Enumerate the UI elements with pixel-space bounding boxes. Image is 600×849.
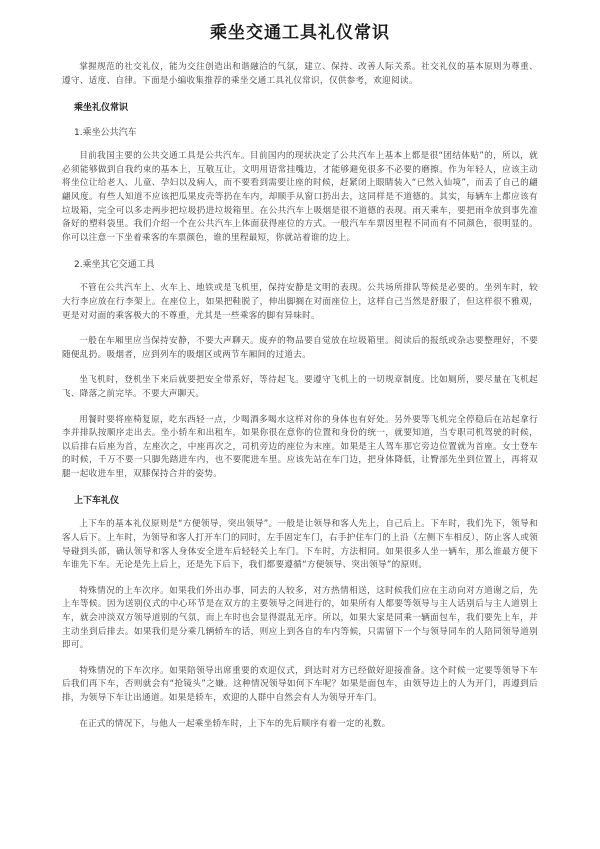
- paragraph-carriage: 一般在车厢里应当保持安静，不要大声聊天。废弃的物品要自觉放在垃圾箱里。阅读后的报纸或杂志要整理好，不要随便乱扔。吸烟者，应到列车的吸烟区或两节车厢间的过道去。: [62, 336, 538, 360]
- paragraph-formal-occasion: 在正式的情况下，与他人一起乘坐轿车时，上下车的先后顺序有着一定的礼数。: [79, 718, 391, 729]
- paragraph-boarding-order: 特殊情况的上车次序。如果我们外出办事，同去的人较多，对方热情相送，这时候我们应在主动向对方道谢之后，先上车等候。因为送别仪式的中心环节是在双方的主要领导之间进行的，如果所有人都要等领导与主人话别后与主人道别上车，就会冲淡双方领导道别的气氛，而上车时也会显得混乱无序。所以，如果大家是同乘一辆面包车，我们要先上车，并主动坐到后排去。如果我们是分乘几辆轿车的话，则应上到各自的车内等候，只需留下一个与领导同车的人陪同领导道别即可。: [62, 585, 538, 651]
- paragraph-dining-taxi: 用餐时要将座椅复原，吃东西轻一点，少喝酒多喝水这样对你的身体也有好处。另外要等飞机完全停稳后在站起拿行李并排队按顺序走出去。坐小轿车和出租车，如果你很在意你的位置和身份的统一，就要知道，当专职司机驾驶的时候，以后排右后座为首，左座次之，中座再次之，司机旁边的座位为末座。如果是主人驾车那它旁边位置就为首座。女士登车的时候，千万不要一只脚先踏进车内，也不要爬进车里。应该先站在车门边，把身体降低，让臀部先坐到位置上，再将双腿一起收进车里，双膝保持合并的姿势。: [62, 414, 538, 479]
- paragraph-airplane: 坐飞机时，登机坐下来后就要把安全带系好，等待起飞。要遵守飞机上的一切规章制度。比如厕所，要尽量在飞机起飞、降落之前完毕。不要大声聊天。: [62, 375, 538, 399]
- paragraph-bus: 目前我国主要的公共交通工具是公共汽车。目前国内的现状决定了公共汽车上基本上都是很“团结体贴”的，所以，就必须能够做到自我约束的基本上，互敬互让，文明用语常挂嘴边，才能够避免很多不必要的磨擦。作为年轻人，应该主动将坐位让给老人、儿童、孕妇以及病人，而不要看到需要让座的时候，赶紧闭上眼睛装入“已然入仙境”，而丢了自己的翩翩风度。有些人知道不应该把瓜果皮壳等扔在车内，却顺手从窗口扔出去，这同样是不道德的。其实，每辆车上都应该有垃圾箱，完全可以多走两步把垃圾扔进垃圾箱里。在公共汽车上吸烟是很不道德的表现。雨天乘车，要把雨伞放到事先准备好的塑料袋里。我们介绍一个在公共汽车上体面获得座位的方式。一般汽车车票因里程不同而有不同颜色，很明显的。你可以注意一下坐着乘客的车票颜色，谁的里程最短，你就站着谁的边上。: [62, 151, 538, 243]
- section-heading-boarding-etiquette: 上下车礼仪: [74, 496, 120, 507]
- paragraph-basic-principle: 上下车的基本礼仪原则是“方便领导，突出领导”。一般是让领导和客人先上，自己后上。下车时，我们先下，领导和客人后下。上车时，为领导和客人打开车门的同时，左手固定车门，右手护住车门的上沿（左侧下车相反），防止客人或领导碰到头部，确认领导和客人身体安全进车后轻轻关上车门。下车时，方法相同。如果很多人坐一辆车，那么谁最方便下车谁先下车。无论是先上后上，还是先下后下，我们都要遵循“方便领导、突出领导”的原则。: [62, 519, 538, 571]
- section-heading-riding-etiquette: 乘坐礼仪常识: [74, 103, 129, 114]
- subheading-other-transport: 2.乘坐其它交通工具: [74, 260, 155, 271]
- document-title: 乘坐交通工具礼仪常识: [210, 23, 390, 43]
- paragraph-alighting-order: 特殊情况的下车次序。如果陪领导出席重要的欢迎仪式，到达时对方已经做好迎接准备。这个时候一定要等领导下车后我们再下车，否则就会有“抢镜头”之嫌。这种情况领导如何下车呢？如果是面包车，由领导边上的人为开门，再遵到后排，为领导下车让出通道。如果是轿车，欢迎的人群中自然会有人为领导开车门。: [62, 665, 538, 703]
- paragraph-other-transport: 不管在公共汽车上、火车上、地铁或是飞机里，保持安静是文明的表现。公共场所排队等候是必要的。坐列车时，较大行李应放在行李架上。在座位上，如果把鞋脱了，伸出脚搁在对面座位上，这样自己当然是舒服了，但这样很不雅观，更是对对面的乘客极大的不尊重，尤其是一些乘客的脚有异味时。: [62, 283, 538, 321]
- intro-paragraph: 掌握规范的社交礼仪，能为交往创造出和谐融洽的气氛，建立、保持、改善人际关系。社交礼仪的基本原则为尊重、遵守、适度、自律。下面是小编收集推荐的乘坐交通工具礼仪常识，仅供参考，欢迎阅读。: [62, 62, 538, 86]
- subheading-bus: 1.乘坐公共汽车: [74, 128, 137, 139]
